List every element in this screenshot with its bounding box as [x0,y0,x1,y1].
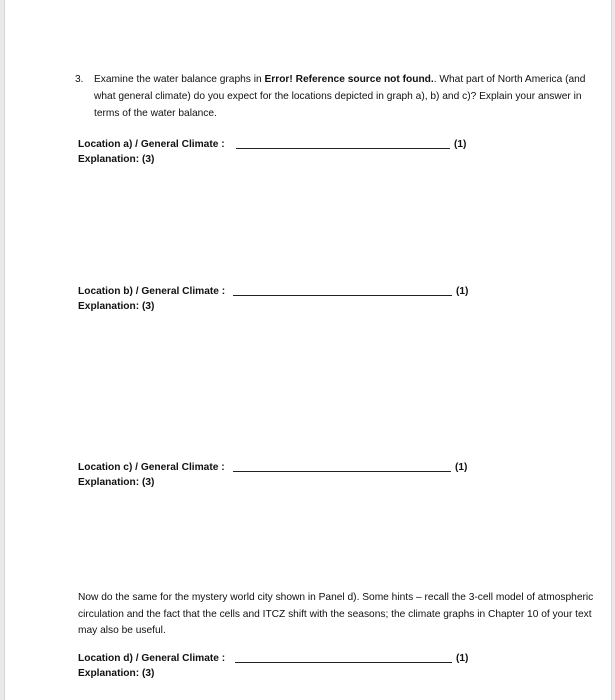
location-b-answer-line[interactable] [233,295,452,296]
location-c-block [78,461,488,491]
reference-error-text: Error! Reference source not found. [264,74,434,85]
location-c-answer-line[interactable] [233,471,451,472]
location-b-marks: (1) [456,286,469,297]
question-intro: Examine the water balance graphs in [94,74,265,85]
location-c-marks: (1) [455,462,468,473]
location-a-explanation: Explanation: (3) [78,154,155,165]
question-rest: . What part of North America (and what general climate) do you expect for the locations depicted in graph a), b) and c)? Explain your answer in terms of the water balance. [94,74,586,119]
location-b-label: Location b) / General Climate : [78,286,226,297]
location-d-label: Location d) / General Climate : [78,653,226,664]
location-c-explanation: Explanation: (3) [78,477,155,488]
location-a-answer-line[interactable] [236,148,450,149]
location-b-block [78,285,488,315]
location-d-block [78,652,488,682]
question-number: 3. [75,74,84,85]
location-a-label: Location a) / General Climate : [78,139,225,150]
location-b-explanation: Explanation: (3) [78,301,155,312]
location-a-block [78,138,488,168]
location-c-label: Location c) / General Climate : [78,462,225,473]
panel-d-hint: Now do the same for the mystery world city shown in Panel d). Some hints – recall the 3-cell model of atmospheric circulation and the fact that the cells and ITCZ shift with the seasons; the climate graphs in Chapter 10 of your text may also be useful. [78,592,594,636]
document-page [4,0,612,700]
location-d-answer-line[interactable] [235,662,452,663]
question-3 [75,71,595,122]
location-a-marks: (1) [454,139,467,150]
question-text [94,71,595,122]
location-d-explanation: Explanation: (3) [78,668,155,679]
location-d-marks: (1) [456,653,469,664]
